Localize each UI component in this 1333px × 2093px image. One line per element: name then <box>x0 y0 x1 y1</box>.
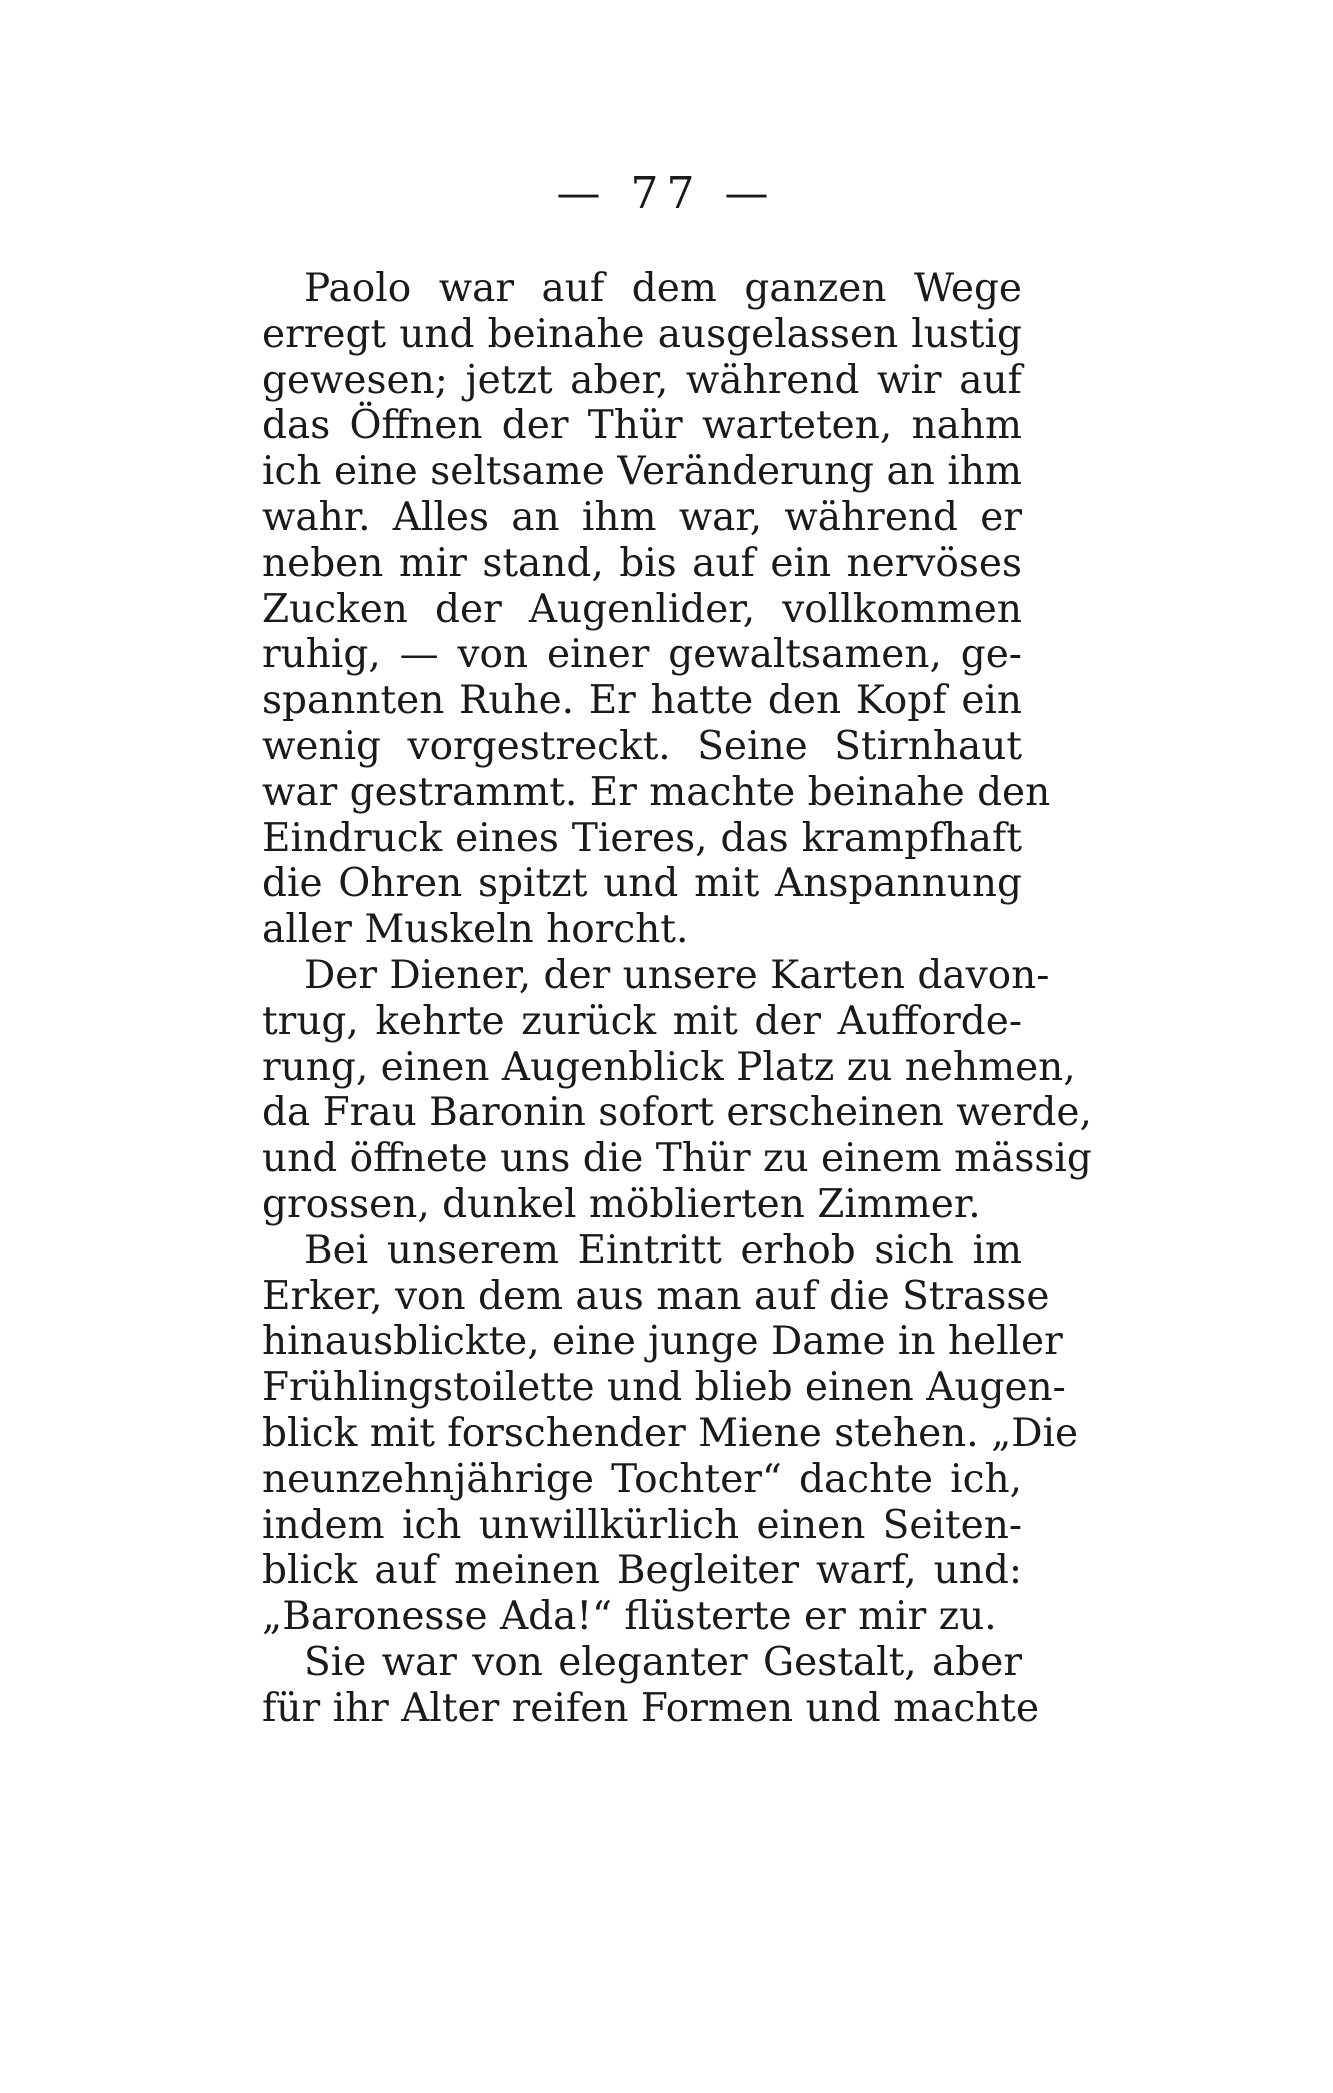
text-line: grossen, dunkel möblierten Zimmer. <box>262 1181 981 1227</box>
text-line: Frühlingstoilette und blieb einen Augen- <box>262 1365 1066 1411</box>
text-line: hinausblickte, eine junge Dame in heller <box>262 1319 1063 1365</box>
text-line: das Öffnen der Thür warteten, nahm <box>262 403 1022 449</box>
text-line: Bei unserem Eintritt erhob sich im <box>304 1227 1022 1273</box>
text-line: neunzehnjährige Tochter“ dachte ich, <box>262 1456 1022 1502</box>
text-line: Erker, von dem aus man auf die Strasse <box>262 1273 1050 1319</box>
text-line: Zucken der Augenlider, vollkommen <box>262 586 1022 632</box>
text-line: blick auf meinen Begleiter warf, und: <box>262 1548 1022 1594</box>
text-line: Der Diener, der unsere Karten davon- <box>304 952 1050 998</box>
text-line: „Baronesse Ada!“ flüsterte er mir zu. <box>262 1594 997 1640</box>
text-line: rung, einen Augenblick Platz zu nehmen, <box>262 1044 1076 1090</box>
text-line: für ihr Alter reifen Formen und machte <box>262 1685 1040 1731</box>
text-line: spannten Ruhe. Er hatte den Kopf ein <box>262 678 1022 724</box>
text-line: war gestrammt. Er machte beinahe den <box>262 769 1051 815</box>
page-number: — 77 — <box>556 168 777 219</box>
text-line: Paolo war auf dem ganzen Wege <box>304 266 1022 311</box>
text-line: indem ich unwillkürlich einen Seiten- <box>262 1502 1022 1548</box>
text-line: trug, kehrte zurück mit der Aufforde- <box>262 998 1022 1044</box>
text-line: wenig vorgestreckt. Seine Stirnhaut <box>262 723 1022 769</box>
text-line: wahr. Alles an ihm war, während er <box>262 494 1022 540</box>
text-line: und öffnete uns die Thür zu einem mässig <box>262 1136 1092 1182</box>
text-line: ich eine seltsame Veränderung an ihm <box>262 449 1022 495</box>
text-line: aller Muskeln horcht. <box>262 907 689 953</box>
text-line: erregt und beinahe ausgelassen lustig <box>262 311 1022 357</box>
text-line: Sie war von eleganter Gestalt, aber <box>304 1639 1022 1685</box>
text-line: die Ohren spitzt und mit Anspannung <box>262 861 1022 907</box>
body-text <box>262 266 1092 1732</box>
text-line: neben mir stand, bis auf ein nervöses <box>262 540 1022 586</box>
text-line: ruhig, — von einer gewaltsamen, ge- <box>262 632 1022 678</box>
text-line: da Frau Baronin sofort erscheinen werde, <box>262 1090 1092 1136</box>
text-line: Eindruck eines Tieres, das krampfhaft <box>262 815 1022 861</box>
text-line: blick mit forschender Miene stehen. „Die <box>262 1410 1079 1456</box>
text-line: gewesen; jetzt aber, während wir auf <box>262 357 1022 403</box>
